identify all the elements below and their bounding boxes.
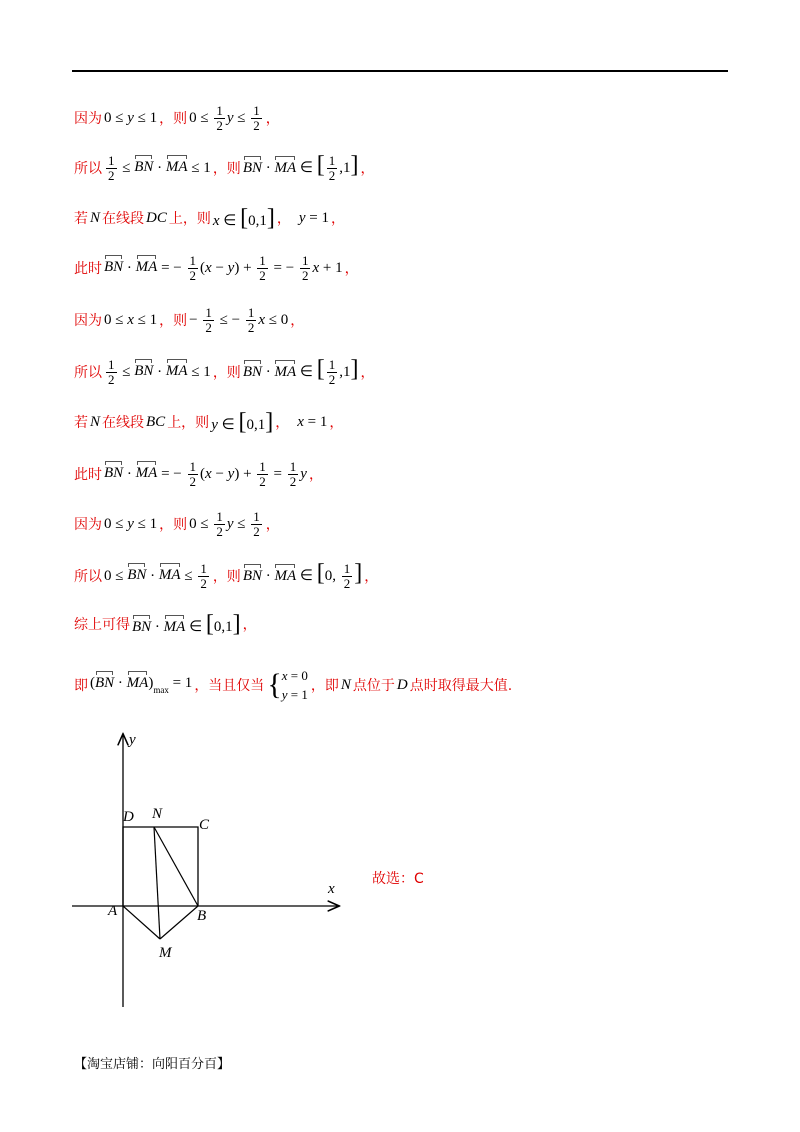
line-text: ，则 bbox=[159, 313, 188, 329]
math-expr: $(BN \cdot MA)_{max} = 1$ bbox=[90, 675, 193, 695]
line-text: ， bbox=[275, 415, 290, 431]
line-text: 点位于 bbox=[352, 678, 395, 694]
math-expr: BN · MA ∈ [ $\frac{1}{2}$ ,1] bbox=[242, 355, 359, 388]
max-subscript: max bbox=[153, 685, 169, 695]
line-text: ， bbox=[364, 569, 379, 585]
answer-text: 故选：C bbox=[372, 871, 424, 887]
line-text: 所以 bbox=[74, 161, 102, 177]
segment-nb bbox=[154, 827, 198, 906]
line-text: 若 bbox=[74, 211, 88, 227]
line-text: ， bbox=[344, 261, 359, 277]
line-text: 上，则 bbox=[167, 415, 210, 431]
math-segment: DC bbox=[146, 209, 167, 226]
segment-mb bbox=[160, 906, 198, 939]
math-expr: x ∈ [0,1] bbox=[212, 205, 275, 231]
solution-line-1 bbox=[74, 98, 280, 138]
math-expr: BN · MA = − $\frac{1}{2}$ (x − y) + $\frac{1}{2}$ = $\frac{1}{2}$ y bbox=[104, 458, 307, 489]
line-text: ， bbox=[360, 161, 375, 177]
line-text: ，即 bbox=[310, 678, 339, 694]
point-label-m: M bbox=[159, 945, 172, 961]
line-text: ，当且仅当 bbox=[194, 678, 265, 694]
line-text: ，则 bbox=[212, 365, 241, 381]
line-text: ， bbox=[360, 365, 375, 381]
math-var: N bbox=[90, 209, 101, 226]
line-text: ， bbox=[290, 313, 305, 329]
line-text: ， bbox=[276, 211, 291, 227]
math-expr: − $\frac{1}{2}$ ≤ − $\frac{1}{2}$ x ≤ 0 bbox=[189, 304, 289, 335]
math-expr: $\frac{1}{2}$ ≤ BN · MA ≤ 1 bbox=[108, 356, 211, 387]
math-expr: BN · MA ∈ [0, $\frac{1}{2}$ ] bbox=[242, 559, 363, 592]
solution-line-7 bbox=[74, 402, 343, 442]
solution-line-11 bbox=[74, 604, 257, 644]
math-expr: BN · MA ∈ [ $\frac{1}{2}$ ,1] bbox=[242, 151, 359, 184]
line-text: 在线段 bbox=[102, 415, 145, 431]
solution-line-6 bbox=[74, 352, 374, 392]
line-text: 综上可得 bbox=[74, 617, 130, 633]
line-text: ，则 bbox=[212, 161, 241, 177]
line-text: ， bbox=[265, 517, 280, 533]
segment-nm bbox=[154, 827, 160, 939]
math-expr: y = 1 bbox=[298, 209, 329, 226]
line-text: ， bbox=[242, 617, 257, 633]
line-text: 若 bbox=[74, 415, 88, 431]
point-label-b: B bbox=[197, 908, 207, 924]
line-text: 点时取得最大值. bbox=[409, 678, 513, 694]
solution-line-3 bbox=[74, 198, 345, 238]
line-text: ， bbox=[308, 467, 323, 483]
math-expr: y ∈ [0,1] bbox=[211, 409, 274, 435]
line-text: ， bbox=[331, 211, 345, 227]
equation-system: { x = 0 y = 1 bbox=[267, 668, 308, 702]
solution-line-10 bbox=[74, 556, 378, 596]
math-expr: 0 ≤ $\frac{1}{2}$ y ≤ $\frac{1}{2}$ bbox=[189, 102, 260, 133]
geometry-figure bbox=[60, 725, 360, 1019]
line-text: 上，则 bbox=[168, 211, 211, 227]
line-text: 所以 bbox=[74, 365, 102, 381]
solution-line-4 bbox=[74, 248, 359, 288]
math-expr: BN · MA ∈ [0,1] bbox=[132, 611, 241, 637]
line-text: ，则 bbox=[212, 569, 241, 585]
line-text: ，则 bbox=[159, 517, 188, 533]
math-expr: x = 1 bbox=[297, 413, 328, 430]
line-text: 此时 bbox=[74, 467, 102, 483]
math-expr: 0 ≤ BN · MA ≤ $\frac{1}{2}$ bbox=[104, 560, 207, 591]
math-expr: 0 ≤ y ≤ 1 bbox=[104, 109, 158, 126]
math-segment: BC bbox=[146, 413, 166, 430]
segment-am bbox=[123, 906, 160, 939]
math-point: D bbox=[396, 676, 408, 693]
line-text: 此时 bbox=[74, 261, 102, 277]
line-text: 在线段 bbox=[102, 211, 145, 227]
solution-line-12 bbox=[74, 662, 512, 708]
line-text: 即 bbox=[74, 678, 88, 694]
line-text: ， bbox=[329, 415, 344, 431]
header-rule bbox=[72, 70, 728, 72]
solution-line-9 bbox=[74, 504, 280, 544]
math-expr: BN · MA = − $\frac{1}{2}$ (x − y) + $\frac{1}{2}$ = − $\frac{1}{2}$ x + 1 bbox=[104, 252, 343, 283]
line-text: ， bbox=[265, 111, 280, 127]
line-text: 所以 bbox=[74, 569, 102, 585]
solution-line-5 bbox=[74, 300, 304, 340]
math-var: N bbox=[340, 676, 351, 693]
math-expr: 0 ≤ $\frac{1}{2}$ y ≤ $\frac{1}{2}$ bbox=[189, 508, 260, 539]
math-var: N bbox=[90, 413, 101, 430]
point-label-c: C bbox=[199, 817, 210, 833]
line-text: 因为 bbox=[74, 111, 102, 127]
math-expr: $\frac{1}{2}$ ≤ BN · MA ≤ 1 bbox=[108, 152, 211, 183]
line-text: 因为 bbox=[74, 517, 102, 533]
point-label-a: A bbox=[108, 903, 118, 919]
math-expr: 0 ≤ x ≤ 1 bbox=[104, 311, 158, 328]
coordinate-diagram bbox=[60, 725, 360, 1015]
footer-shop-label: 【淘宝店铺：向阳百分百】 bbox=[74, 1057, 231, 1072]
point-label-n: N bbox=[152, 806, 163, 822]
solution-line-2 bbox=[74, 148, 374, 188]
axis-label-x: x bbox=[328, 881, 335, 897]
axis-label-y: y bbox=[129, 732, 136, 748]
line-text: ，则 bbox=[159, 111, 188, 127]
point-label-d: D bbox=[123, 809, 134, 825]
math-expr: 0 ≤ y ≤ 1 bbox=[104, 515, 158, 532]
line-text: 因为 bbox=[74, 313, 102, 329]
solution-line-8 bbox=[74, 454, 323, 494]
